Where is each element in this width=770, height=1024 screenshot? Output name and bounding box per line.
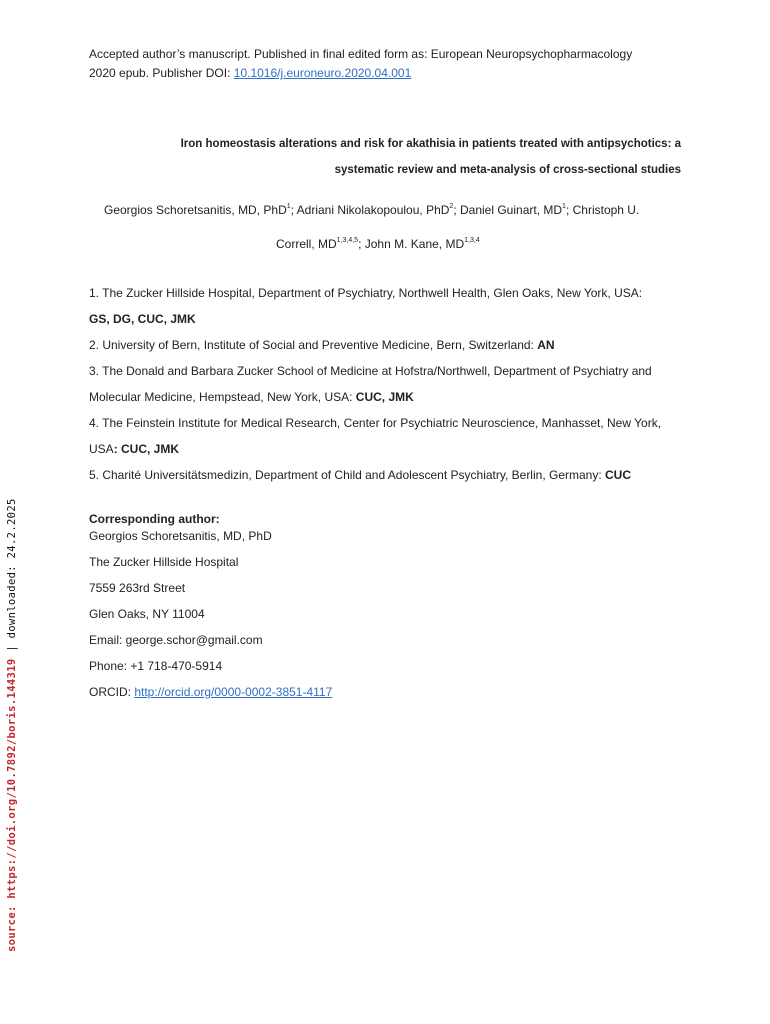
affiliation-2: [89, 338, 555, 352]
affiliation-authors: CUC, JMK: [355, 390, 414, 404]
downloaded-date: downloaded: 24.2.2025: [6, 498, 18, 639]
corresponding-orcid: [89, 685, 332, 699]
corresponding-email: Email: george.schor@gmail.com: [89, 633, 263, 647]
doi-prefix: 2020 epub. Publisher DOI:: [89, 66, 234, 80]
author-name: Georgios Schoretsanitis, MD, PhD: [104, 203, 287, 217]
author-name: Correll, MD: [276, 237, 337, 251]
corresponding-institution: The Zucker Hillside Hospital: [89, 555, 239, 569]
corresponding-name: Georgios Schoretsanitis, MD, PhD: [89, 529, 272, 543]
corresponding-phone: Phone: +1 718-470-5914: [89, 659, 223, 673]
repository-stamp: [6, 472, 20, 952]
authors-line1: [104, 203, 639, 217]
affiliation-text: 2. University of Bern, Institute of Social and Preventive Medicine, Bern, Switzerland:: [89, 338, 538, 352]
publication-note-line2: [89, 66, 411, 80]
doi-link[interactable]: 10.1016/j.euroneuro.2020.04.001: [233, 66, 412, 80]
author-affiliation-sup: 1,3,4,5: [336, 237, 359, 244]
publication-note: Accepted author’s manuscript. Published in final edited form as: European Neuropsychopharmacology: [89, 47, 633, 61]
affiliation-3: 3. The Donald and Barbara Zucker School of Medicine at Hofstra/Northwell, Department of Psychiatry and: [89, 364, 652, 378]
authors-line2: [276, 237, 480, 251]
affiliation-4: 4. The Feinstein Institute for Medical Research, Center for Psychiatric Neuroscience, Manhasset, New York,: [89, 416, 662, 430]
author-name: ; John M. Kane, MD: [358, 237, 465, 251]
affiliation-1-authors: GS, DG, CUC, JMK: [89, 312, 196, 326]
paper-title-line1: Iron homeostasis alterations and risk for akathisia in patients treated with antipsychotics: a: [180, 138, 681, 150]
affiliation-text: USA: [89, 442, 114, 456]
source-label[interactable]: source: https://doi.org/10.7892/boris.144319: [6, 658, 18, 952]
corresponding-city: Glen Oaks, NY 11004: [89, 607, 205, 621]
author-affiliation-sup: 2: [449, 203, 454, 210]
affiliation-5: [89, 468, 631, 482]
stamp-separator: |: [6, 638, 18, 659]
affiliation-text: Molecular Medicine, Hempstead, New York, USA:: [89, 390, 356, 404]
affiliation-text: 5. Charité Universitätsmedizin, Department of Child and Adolescent Psychiatry, Berlin, Germany:: [89, 468, 605, 482]
author-affiliation-sup: 1,3,4: [464, 237, 480, 244]
paper-title-line2: systematic review and meta-analysis of cross-sectional studies: [334, 164, 681, 176]
affiliation-1: 1. The Zucker Hillside Hospital, Department of Psychiatry, Northwell Health, Glen Oaks, New York, USA:: [89, 286, 643, 300]
affiliation-authors: AN: [537, 338, 555, 352]
author-name: ; Christoph U.: [565, 203, 640, 217]
affiliation-authors: CUC: [605, 468, 631, 482]
corresponding-heading: Corresponding author:: [89, 512, 220, 526]
affiliation-3-cont: [89, 390, 414, 404]
author-name: ; Daniel Guinart, MD: [453, 203, 563, 217]
corresponding-street: 7559 263rd Street: [89, 581, 186, 595]
orcid-link[interactable]: http://orcid.org/0000-0002-3851-4117: [134, 685, 333, 699]
affiliation-authors: : CUC, JMK: [113, 442, 180, 456]
author-name: ; Adriani Nikolakopoulou, PhD: [290, 203, 450, 217]
affiliation-4-cont: [89, 442, 179, 456]
orcid-label: ORCID:: [89, 685, 135, 699]
author-affiliation-sup: 1: [286, 203, 291, 210]
author-affiliation-sup: 1: [562, 203, 566, 210]
